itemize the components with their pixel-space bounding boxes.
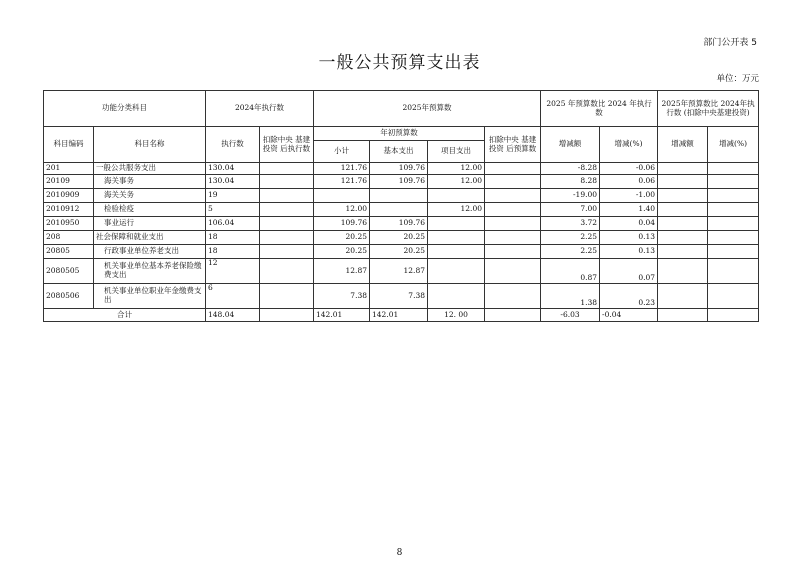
cell-code: 20109 xyxy=(44,175,94,189)
table-row xyxy=(44,203,759,217)
cell-name: 社会保障和就业支出 xyxy=(94,231,206,245)
cell-inc-percent-ex xyxy=(708,259,759,284)
table-row xyxy=(44,245,759,259)
cell-inc-percent-ex xyxy=(708,284,759,309)
cell-inc-amount-ex xyxy=(658,175,708,189)
cell-budget-ex xyxy=(485,203,541,217)
cell-inc-amount: 2.25 xyxy=(541,231,600,245)
table-row xyxy=(44,175,759,189)
cell-inc-percent: -1.00 xyxy=(600,189,658,203)
cell-exec: 130.04 xyxy=(206,175,260,189)
cell-inc-amount: -8.28 xyxy=(541,163,600,175)
cell-basic: 109.76 xyxy=(370,163,428,175)
cell-project xyxy=(428,245,485,259)
cell-basic: 20.25 xyxy=(370,231,428,245)
cell-exec: 19 xyxy=(206,189,260,203)
cell-exec: 12 xyxy=(206,259,260,284)
cell-exec-ex xyxy=(260,203,314,217)
cell-budget-ex xyxy=(485,175,541,189)
header-exec-amount: 执行数 xyxy=(206,127,260,163)
page-number: 8 xyxy=(396,548,403,558)
cell-project: 12.00 xyxy=(428,175,485,189)
cell-exec: 5 xyxy=(206,203,260,217)
cell-inc-amount-ex xyxy=(658,163,708,175)
table-row xyxy=(44,231,759,245)
header-inc-amount-ex: 增减额 xyxy=(658,127,708,163)
cell-budget-ex xyxy=(485,163,541,175)
cell-inc-percent-ex xyxy=(708,217,759,231)
header-inc-percent: 增减(%) xyxy=(600,127,658,163)
cell-basic: 109.76 xyxy=(370,175,428,189)
table-row xyxy=(44,284,759,309)
cell-basic xyxy=(370,189,428,203)
total-subtotal: 142.01 xyxy=(314,309,370,322)
total-inc-percent-ex xyxy=(708,309,759,322)
cell-exec: 18 xyxy=(206,245,260,259)
cell-exec: 106.04 xyxy=(206,217,260,231)
cell-inc-amount: 0.87 xyxy=(541,259,600,284)
cell-inc-amount: 1.38 xyxy=(541,284,600,309)
cell-inc-amount-ex xyxy=(658,217,708,231)
header-subject-code: 科目编码 xyxy=(44,127,94,163)
cell-name: 机关事业单位基本养老保险缴费支出 xyxy=(94,259,206,284)
cell-subtotal: 109.76 xyxy=(314,217,370,231)
cell-budget-ex xyxy=(485,231,541,245)
cell-name: 行政事业单位养老支出 xyxy=(94,245,206,259)
cell-inc-percent: 0.07 xyxy=(600,259,658,284)
cell-basic: 12.87 xyxy=(370,259,428,284)
cell-inc-amount-ex xyxy=(658,245,708,259)
total-row xyxy=(44,309,759,322)
cell-exec-ex xyxy=(260,259,314,284)
cell-exec-ex xyxy=(260,217,314,231)
cell-inc-percent-ex xyxy=(708,245,759,259)
cell-subtotal xyxy=(314,189,370,203)
cell-code: 2080505 xyxy=(44,259,94,284)
cell-exec: 130.04 xyxy=(206,163,260,175)
cell-project xyxy=(428,284,485,309)
unit-label: 单位：万元 xyxy=(716,74,759,84)
header-subtotal: 小计 xyxy=(314,141,370,163)
cell-inc-percent: 0.13 xyxy=(600,245,658,259)
cell-project: 12.00 xyxy=(428,203,485,217)
cell-budget-ex xyxy=(485,217,541,231)
cell-inc-percent: 0.13 xyxy=(600,231,658,245)
cell-project xyxy=(428,231,485,245)
cell-inc-amount: 2.25 xyxy=(541,245,600,259)
cell-exec-ex xyxy=(260,284,314,309)
cell-basic: 20.25 xyxy=(370,245,428,259)
cell-code: 2010912 xyxy=(44,203,94,217)
header-exec-2024: 2024年执行数 xyxy=(206,91,314,127)
header-compare-ex-central: 2025年预算数比 2024年执行数 (扣除中央基建投资) xyxy=(658,91,759,127)
cell-inc-amount-ex xyxy=(658,231,708,245)
cell-name: 一般公共服务支出 xyxy=(94,163,206,175)
cell-subtotal: 121.76 xyxy=(314,175,370,189)
table-row xyxy=(44,217,759,231)
cell-basic: 7.38 xyxy=(370,284,428,309)
cell-inc-amount-ex xyxy=(658,203,708,217)
cell-inc-percent: 0.04 xyxy=(600,217,658,231)
cell-exec-ex xyxy=(260,231,314,245)
cell-inc-percent: 1.40 xyxy=(600,203,658,217)
cell-inc-percent-ex xyxy=(708,189,759,203)
cell-name: 事业运行 xyxy=(94,217,206,231)
header-row-1 xyxy=(44,91,759,127)
cell-exec: 18 xyxy=(206,231,260,245)
cell-inc-amount: 7.00 xyxy=(541,203,600,217)
header-inc-percent-ex: 增减(%) xyxy=(708,127,759,163)
cell-subtotal: 121.76 xyxy=(314,163,370,175)
cell-project xyxy=(428,259,485,284)
cell-code: 2010909 xyxy=(44,189,94,203)
cell-exec: 6 xyxy=(206,284,260,309)
total-label: 合计 xyxy=(44,309,206,322)
cell-code: 2010950 xyxy=(44,217,94,231)
cell-subtotal: 12.87 xyxy=(314,259,370,284)
cell-inc-percent-ex xyxy=(708,203,759,217)
cell-code: 201 xyxy=(44,163,94,175)
cell-budget-ex xyxy=(485,189,541,203)
total-exec: 148.04 xyxy=(206,309,260,322)
cell-subtotal: 7.38 xyxy=(314,284,370,309)
cell-inc-amount: -19.00 xyxy=(541,189,600,203)
cell-exec-ex xyxy=(260,189,314,203)
header-compare: 2025 年预算数比 2024 年执行数 xyxy=(541,91,658,127)
cell-project xyxy=(428,217,485,231)
cell-budget-ex xyxy=(485,245,541,259)
cell-subtotal: 20.25 xyxy=(314,231,370,245)
header-budget-ex-central: 扣除中央 基建投资 后预算数 xyxy=(485,127,541,163)
table-row xyxy=(44,163,759,175)
cell-budget-ex xyxy=(485,284,541,309)
cell-budget-ex xyxy=(485,259,541,284)
cell-inc-percent: 0.23 xyxy=(600,284,658,309)
header-project: 项目支出 xyxy=(428,141,485,163)
header-func-subject: 功能分类科目 xyxy=(44,91,206,127)
cell-exec-ex xyxy=(260,245,314,259)
cell-inc-amount-ex xyxy=(658,189,708,203)
header-annual-budget: 年初预算数 xyxy=(314,127,485,141)
total-inc-amount: -6.03 xyxy=(541,309,600,322)
header-subject-name: 科目名称 xyxy=(94,127,206,163)
cell-basic xyxy=(370,203,428,217)
cell-code: 208 xyxy=(44,231,94,245)
cell-exec-ex xyxy=(260,175,314,189)
total-budget-ex xyxy=(485,309,541,322)
header-inc-amount: 增减额 xyxy=(541,127,600,163)
cell-code: 2080506 xyxy=(44,284,94,309)
cell-inc-amount: 3.72 xyxy=(541,217,600,231)
cell-inc-amount: 8.28 xyxy=(541,175,600,189)
total-inc-amount-ex xyxy=(658,309,708,322)
header-row-2 xyxy=(44,127,759,141)
cell-subtotal: 12.00 xyxy=(314,203,370,217)
cell-inc-percent: -0.06 xyxy=(600,163,658,175)
cell-name: 机关事业单位职业年金缴费支出 xyxy=(94,284,206,309)
header-basic: 基本支出 xyxy=(370,141,428,163)
cell-project: 12.00 xyxy=(428,163,485,175)
header-exec-ex-central: 扣除中央 基建投资 后执行数 xyxy=(260,127,314,163)
cell-exec-ex xyxy=(260,163,314,175)
cell-inc-percent-ex xyxy=(708,175,759,189)
cell-inc-percent-ex xyxy=(708,163,759,175)
header-budget-2025: 2025年预算数 xyxy=(314,91,541,127)
table-row xyxy=(44,189,759,203)
cell-name: 海关事务 xyxy=(94,175,206,189)
cell-inc-amount-ex xyxy=(658,284,708,309)
total-exec-ex xyxy=(260,309,314,322)
total-inc-percent: -0.04 xyxy=(600,309,658,322)
cell-inc-percent-ex xyxy=(708,231,759,245)
cell-inc-percent: 0.06 xyxy=(600,175,658,189)
cell-name: 检验检疫 xyxy=(94,203,206,217)
cell-name: 海关关务 xyxy=(94,189,206,203)
cell-basic: 109.76 xyxy=(370,217,428,231)
total-basic: 142.01 xyxy=(370,309,428,322)
budget-table xyxy=(43,90,759,322)
cell-code: 20805 xyxy=(44,245,94,259)
cell-subtotal: 20.25 xyxy=(314,245,370,259)
table-row xyxy=(44,259,759,284)
page-title: 一般公共预算支出表 xyxy=(318,53,481,73)
total-project: 12. 00 xyxy=(428,309,485,322)
cell-project xyxy=(428,189,485,203)
form-code: 部门公开表 5 xyxy=(703,38,757,48)
cell-inc-amount-ex xyxy=(658,259,708,284)
